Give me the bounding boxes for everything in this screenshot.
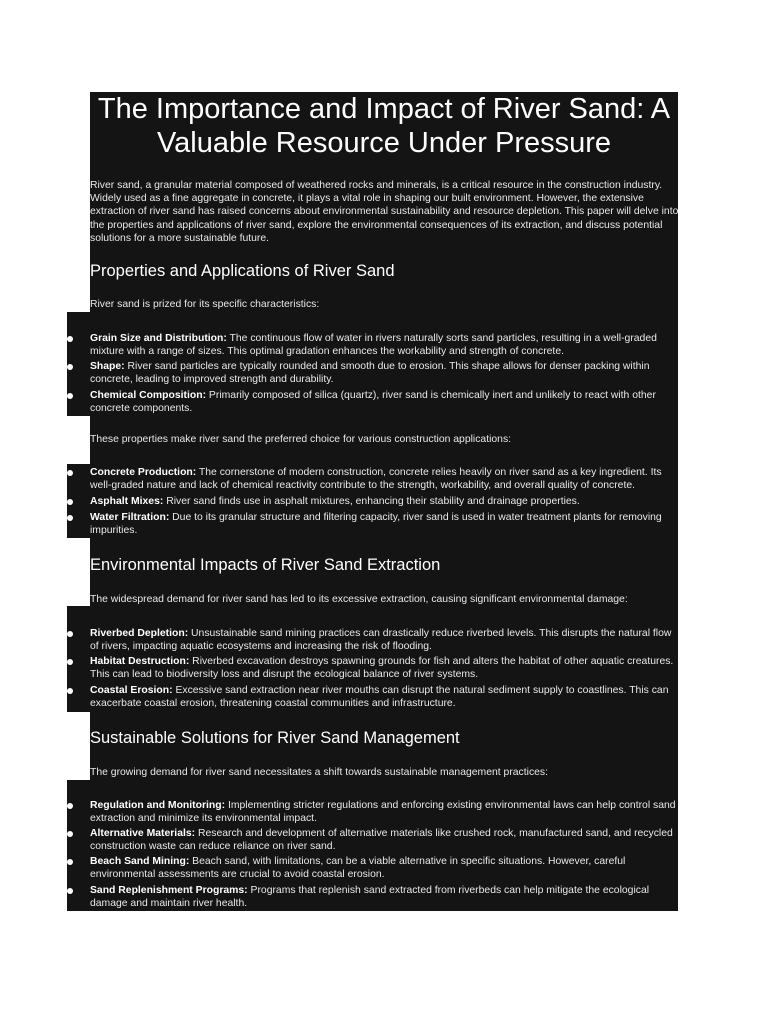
bullet-icon: [67, 393, 73, 399]
bullet-icon: [67, 688, 73, 694]
list-item: Alternative Materials: Research and development of alternative materials like crushed rock, manufactured sand, and recycled construction waste can reduce reliance on river sand.: [90, 828, 673, 853]
bullet-icon: [67, 803, 73, 809]
list-item: Shape: River sand particles are typically rounded and smooth due to erosion. This shape allows for denser packing within concrete, leading to improved strength and durability.: [90, 361, 650, 386]
list-item: Chemical Composition: Primarily composed of silica (quartz), river sand is chemically inert and unlikely to react with other concrete components.: [90, 390, 656, 415]
list-item: Beach Sand Mining: Beach sand, with limitations, can be a viable alternative in specific situations. However, careful environmental assessments are crucial to avoid coastal erosion.: [90, 856, 626, 881]
list-item: Water Filtration: Due to its granular structure and filtering capacity, river sand is used in water treatment plants for removing impurities.: [90, 512, 662, 537]
bullet-icon: [67, 888, 73, 894]
bullet-icon: [67, 499, 73, 505]
list-item: Habitat Destruction: Riverbed excavation destroys spawning grounds for fish and alters the habitat of other aquatic creatures. This can lead to biodiversity loss and disrupt the ecological balance of river systems.: [90, 656, 674, 681]
bullet-icon: [67, 831, 73, 837]
section-heading-solutions: Sustainable Solutions for River Sand Management: [90, 729, 460, 747]
bullet-icon: [67, 470, 73, 476]
list-item: Grain Size and Distribution: The continuous flow of water in rivers naturally sorts sand particles, resulting in a well-graded mixture with a range of sizes. This optimal gradation enhances the workability and strength of concrete.: [90, 333, 657, 358]
bullet-icon: [67, 859, 73, 865]
list-item: Sand Replenishment Programs: Programs that replenish sand extracted from riverbeds can help mitigate the ecological damage and maintain river health.: [90, 885, 650, 910]
bullet-icon: [67, 336, 73, 342]
intro-paragraph: River sand, a granular material composed of weathered rocks and minerals, is a critical resource in the construction industry. Widely used as a fine aggregate in concrete, it plays a vital role in shaping our built environment. However, the extensive extraction of river sand has raised concerns about environmental sustainability and resource depletion. This paper will delve into the properties and applications of river sand, explore the environmental consequences of its extraction, and discuss potential solutions for a more sustainable future.: [90, 180, 679, 244]
bullet-icon: [67, 364, 73, 370]
bullet-icon: [67, 631, 73, 637]
section-lead-solutions: The growing demand for river sand necessitates a shift towards sustainable management practices:: [90, 767, 548, 778]
section-heading-impacts: Environmental Impacts of River Sand Extraction: [90, 556, 441, 574]
list-item: Asphalt Mixes: River sand finds use in asphalt mixtures, enhancing their stability and drainage properties.: [90, 496, 580, 507]
list-item: Concrete Production: The cornerstone of modern construction, concrete relies heavily on river sand as a key ingredient. Its well-graded nature and lack of chemical reactivity contribute to the strength, workability, and overall quality of concrete.: [90, 467, 662, 492]
section-lead-impacts: The widespread demand for river sand has led to its excessive extraction, causing significant environmental damage:: [90, 594, 628, 605]
section-lead-properties: River sand is prized for its specific characteristics:: [90, 299, 320, 310]
page-title: The Importance and Impact of River Sand: A Valuable Resource Under Pressure: [97, 93, 671, 159]
section-heading-properties: Properties and Applications of River Sand: [90, 262, 395, 280]
list-item: Coastal Erosion: Excessive sand extraction near river mouths can disrupt the natural sediment supply to coastlines. This can exacerbate coastal erosion, threatening coastal communities and infrastructure.: [90, 685, 669, 710]
list-item: Regulation and Monitoring: Implementing stricter regulations and enforcing existing environmental laws can help control sand extraction and minimize its environmental impact.: [90, 800, 676, 825]
list-item: Riverbed Depletion: Unsustainable sand mining practices can drastically reduce riverbed levels. This disrupts the natural flow of rivers, impacting aquatic ecosystems and increasing the risk of flooding.: [90, 628, 672, 653]
bullet-icon: [67, 515, 73, 521]
bullet-icon: [67, 659, 73, 665]
section-lead-applications: These properties make river sand the preferred choice for various construction applications:: [90, 434, 512, 445]
